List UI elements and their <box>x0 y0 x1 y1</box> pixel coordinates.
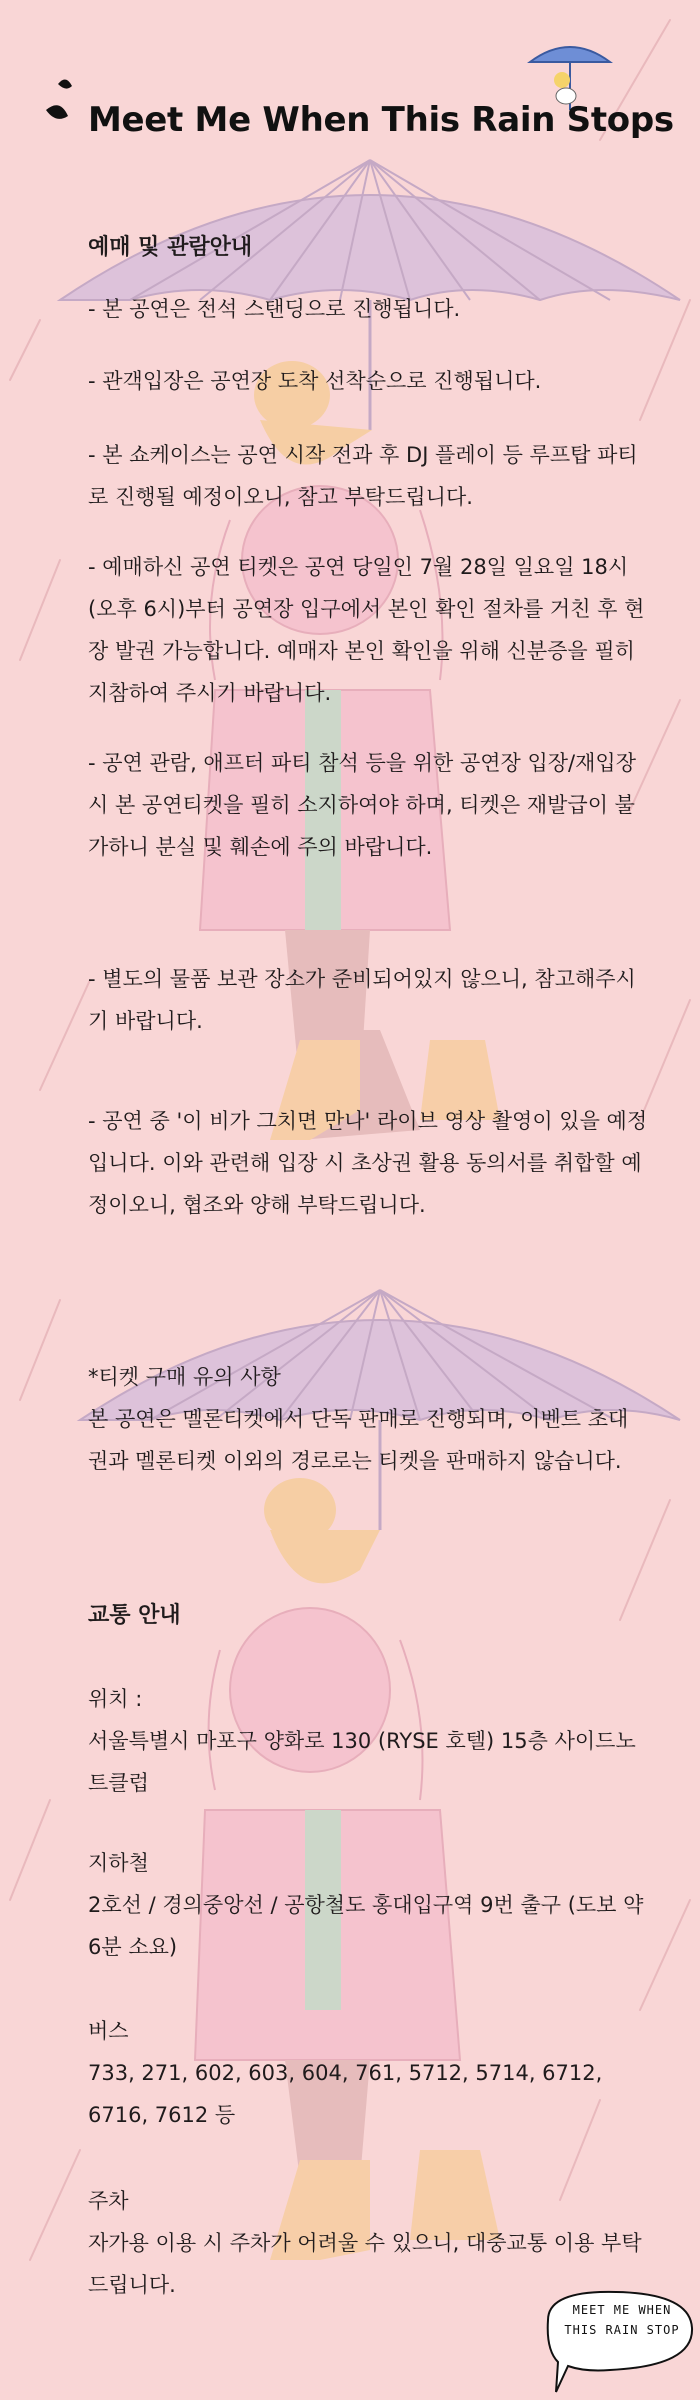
bus-label: 버스 <box>88 2019 129 2043</box>
raindrop-icons <box>46 79 72 118</box>
subway-label: 지하철 <box>88 1851 149 1875</box>
booking-item: - 별도의 물품 보관 장소가 준비되어있지 않으니, 참고해주시기 바랍니다. <box>88 967 636 1033</box>
bus-text: 733, 271, 602, 603, 604, 761, 5712, 5714, 6712, 6716, 7612 등 <box>88 2061 603 2127</box>
subway-text: 2호선 / 경의중앙선 / 공항철도 홍대입구역 9번 출구 (도보 약 6분 소요) <box>88 1893 644 1959</box>
booking-item: - 본 공연은 전석 스탠딩으로 진행됩니다. <box>88 297 461 321</box>
booking-section <box>88 228 648 268</box>
ticket-note-text: 본 공연은 멜론티켓에서 단독 판매로 진행되며, 이벤트 초대권과 멜론티켓 이외의 경로로는 티켓을 판매하지 않습니다. <box>88 1407 629 1473</box>
parking-text: 자가용 이용 시 주차가 어려울 수 있으니, 대중교통 이용 부탁드립니다. <box>88 2231 642 2297</box>
booking-item: - 본 쇼케이스는 공연 시작 전과 후 DJ 플레이 등 루프탑 파티로 진행될 예정이오니, 참고 부탁드립니다. <box>88 443 638 509</box>
booking-item: - 관객입장은 공연장 도착 선착순으로 진행됩니다. <box>88 369 542 393</box>
booking-heading: 예매 및 관람안내 <box>88 235 253 260</box>
ticket-note-heading: *티켓 구매 유의 사항 <box>88 1365 281 1389</box>
transport-heading: 교통 안내 <box>88 1603 181 1628</box>
location-text: 서울특별시 마포구 양화로 130 (RYSE 호텔) 15층 사이드노트클럽 <box>88 1729 636 1795</box>
bubble-line-2: THIS RAIN STOP <box>564 2323 680 2337</box>
location-label: 위치 : <box>88 1687 143 1711</box>
booking-item: - 공연 중 '이 비가 그치면 만나' 라이브 영상 촬영이 있을 예정입니다. 이와 관련해 입장 시 초상권 활용 동의서를 취합할 예정이오니, 협조와 양해 부탁드립니다. <box>88 1109 648 1217</box>
booking-item: - 공연 관람, 애프터 파티 참석 등을 위한 공연장 입장/재입장 시 본 공연티켓을 필히 소지하여야 하며, 티켓은 재발급이 불가하니 분실 및 훼손에 주의 바랍니다. <box>88 751 636 859</box>
page-title: Meet Me When This Rain Stops <box>88 100 674 140</box>
parking-label: 주차 <box>88 2189 129 2213</box>
booking-item: - 예매하신 공연 티켓은 공연 당일인 7월 28일 일요일 18시 (오후 6시)부터 공연장 입구에서 본인 확인 절차를 거친 후 현장 발권 가능합니다. 예매자 본인 확인을 위해 신분증을 필히 지참하여 주시기 바랍니다. <box>88 555 645 705</box>
bubble-line-1: MEET ME WHEN <box>572 2303 672 2317</box>
bubble-text <box>552 2300 692 2340</box>
